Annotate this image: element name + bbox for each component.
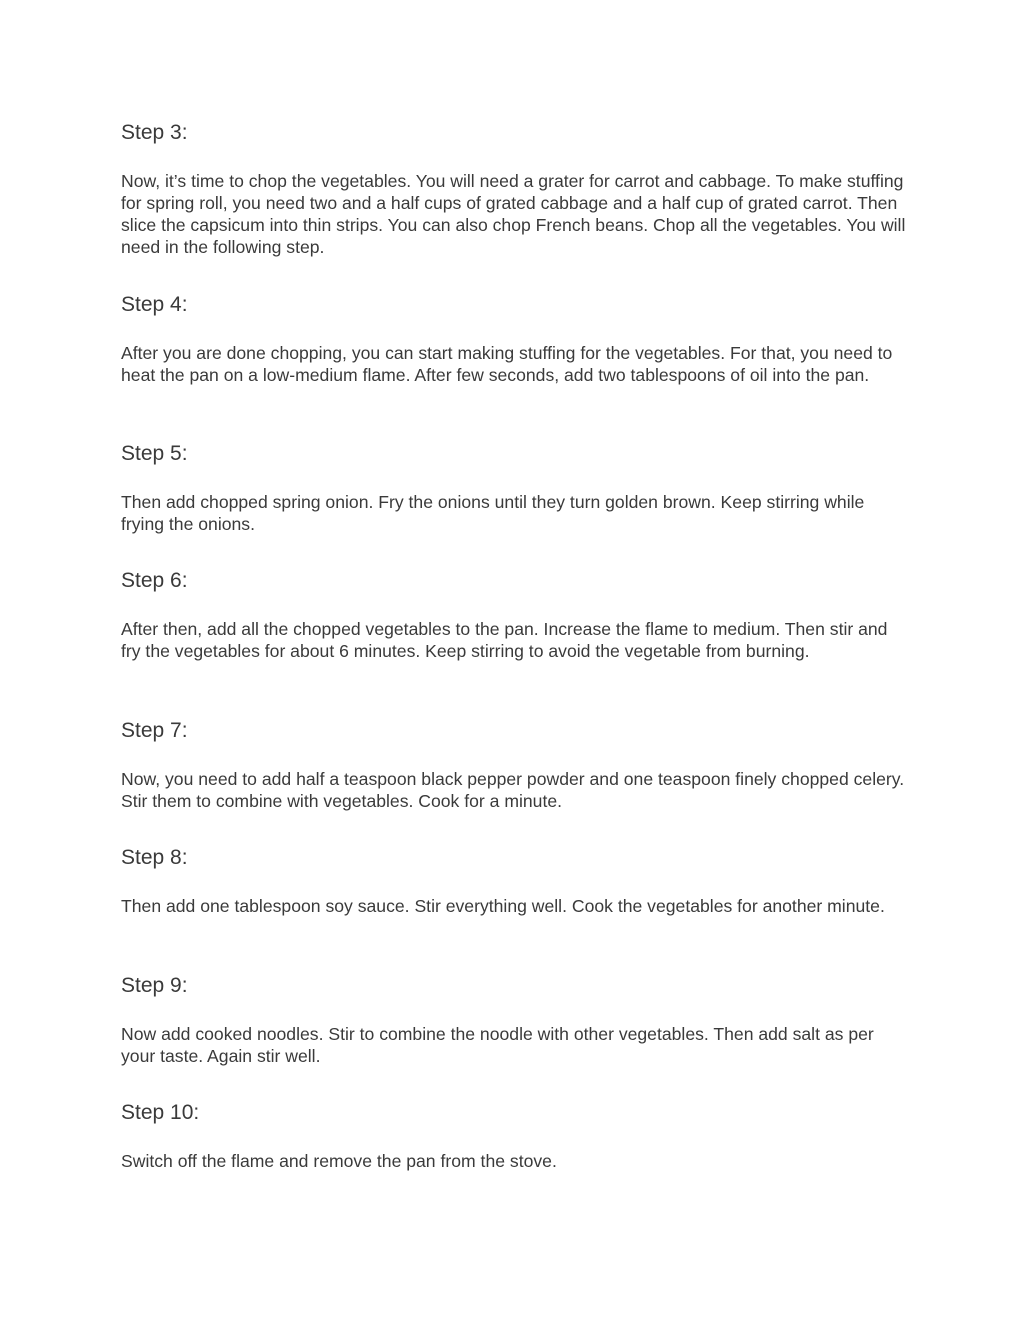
- step-heading: Step 8:: [121, 846, 188, 869]
- step-text: Then add chopped spring onion. Fry the onions until they turn golden brown. Keep stirring while frying the onions.: [121, 492, 865, 534]
- step-8: [121, 845, 911, 917]
- step-text: Now, you need to add half a teaspoon black pepper powder and one teaspoon finely chopped celery. Stir them to combine with vegetables. Cook for a minute.: [121, 769, 905, 811]
- step-heading: Step 10:: [121, 1101, 200, 1124]
- step-heading: Step 6:: [121, 569, 188, 592]
- step-heading: Step 4:: [121, 293, 188, 316]
- step-text: After then, add all the chopped vegetables to the pan. Increase the flame to medium. Then stir and fry the vegetables for about 6 minutes. Keep stirring to avoid the vegetable from burning.: [121, 619, 888, 661]
- step-text: Now add cooked noodles. Stir to combine the noodle with other vegetables. Then add salt as per your taste. Again stir well.: [121, 1024, 874, 1066]
- step-text: Switch off the flame and remove the pan from the stove.: [121, 1151, 557, 1171]
- document-page: [121, 0, 911, 1325]
- step-text: Then add one tablespoon soy sauce. Stir everything well. Cook the vegetables for another minute.: [121, 896, 885, 916]
- step-3: [121, 120, 911, 258]
- step-heading: Step 7:: [121, 719, 188, 742]
- step-heading: Step 5:: [121, 442, 188, 465]
- step-text: Now, it’s time to chop the vegetables. You will need a grater for carrot and cabbage. To make stuffing for spring roll, you need two and a half cups of grated cabbage and a half cup of grated carrot. Then slice the capsicum into thin strips. You can also chop French beans. Chop all the vegetables. You will need in the following step.: [121, 171, 906, 257]
- step-7: [121, 718, 911, 812]
- step-6: [121, 568, 911, 662]
- step-10: [121, 1100, 911, 1172]
- step-heading: Step 3:: [121, 121, 188, 144]
- step-5: [121, 441, 911, 535]
- step-9: [121, 973, 911, 1067]
- step-text: After you are done chopping, you can start making stuffing for the vegetables. For that, you need to heat the pan on a low-medium flame. After few seconds, add two tablespoons of oil into the pan.: [121, 343, 893, 385]
- step-heading: Step 9:: [121, 974, 188, 997]
- step-4: [121, 292, 911, 386]
